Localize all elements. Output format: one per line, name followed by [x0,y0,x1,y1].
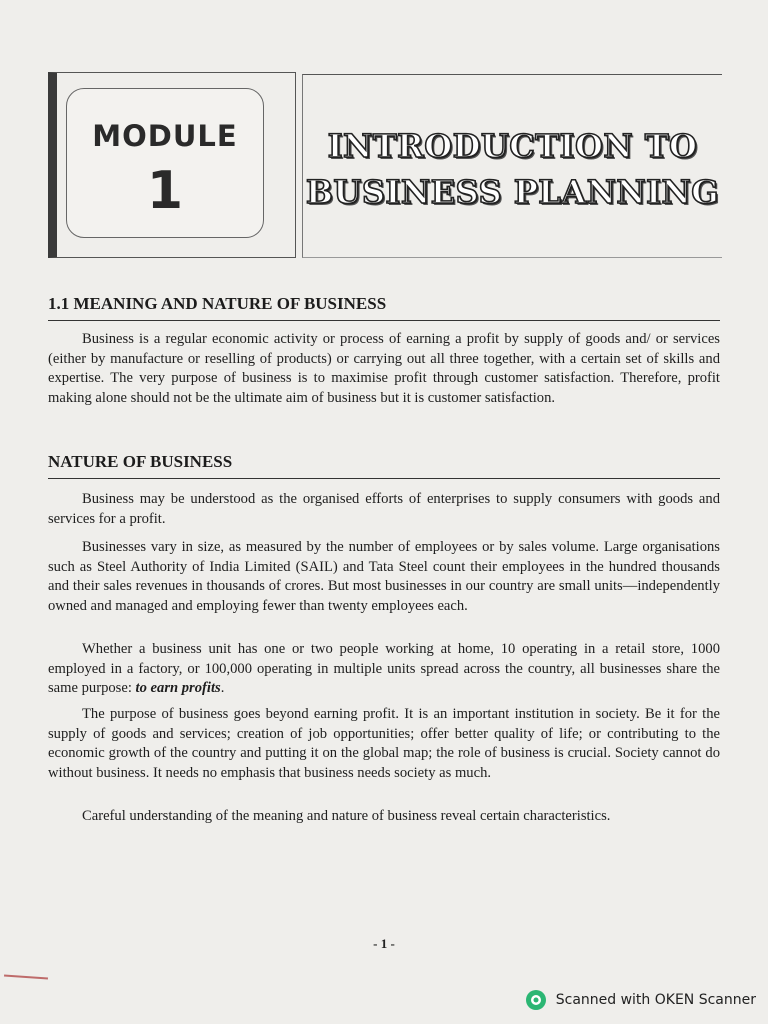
paragraph-meaning [48,330,720,408]
section-heading-meaning: 1.1 MEANING AND NATURE OF BUSINESS [48,294,720,321]
pen-mark [4,974,48,979]
paragraph-nature-4-text: The purpose of business goes beyond earning profit. It is an important institution in society. Be it for the supply of goods and services; creation of job opportunities; offer better quality of life; or contributing to the economic growth of the country and putting it on the global map; the role of business is crucial. Society cannot do without business. It needs no emphasis that business needs society as much. [48,706,720,781]
scanner-watermark [524,988,756,1012]
chapter-title-line-2: BUSINESS PLANNING [305,173,720,211]
paragraph-nature-2 [48,538,720,616]
paragraph-meaning-text: Business is a regular economic activity or process of earning a profit by supply of goods and/ or services (either by manufacture or reselling of products) or carrying out all three together, with a certain set of skills and expertise. The very purpose of business is to maximise profit through customer satisfaction. Therefore, profit making alone should not be the ultimate aim of business but it is customer satisfaction. [48,331,720,406]
module-badge [66,88,264,238]
chapter-title-box [302,74,722,258]
module-number: 1 [146,161,184,221]
paragraph-nature-3-text: Whether a business unit has one or two people working at home, 10 operating in a retail store, 1000 employed in a factory, or 100,000 operating in multiple units spread across the country, all businesses share the same purpose: [48,641,720,697]
paragraph-nature-1 [48,490,720,529]
module-label: MODULE [92,119,238,153]
scanner-watermark-text: Scanned with OKEN Scanner [555,992,756,1008]
paragraph-nature-3-end: . [220,680,225,697]
paragraph-nature-2-text: Businesses vary in size, as measured by the number of employees or by sales volume. Large organisations such as Steel Authority of India Limited (SAIL) and Tata Steel count their employees in the hundred thousands and their sales revenues in thousands of crores. But most businesses in our country are small units—independently owned and managed and employing fewer than twenty employees each. [48,539,720,614]
emphasis-to-earn-profits: to earn profits [135,680,221,697]
section-heading-nature: NATURE OF BUSINESS [48,452,720,479]
paragraph-nature-5 [48,807,720,827]
paragraph-nature-3 [48,640,720,699]
paragraph-nature-5-text: Careful understanding of the meaning and nature of business reveal certain characteristics. [82,808,611,824]
paragraph-nature-4 [48,705,720,783]
oken-scanner-icon [524,988,548,1012]
page-number: - 1 - [373,936,395,951]
chapter-title-line-1: INTRODUCTION TO [327,127,698,165]
paragraph-nature-1-text: Business may be understood as the organised efforts of enterprises to supply consumers with goods and services for a profit. [48,491,720,527]
